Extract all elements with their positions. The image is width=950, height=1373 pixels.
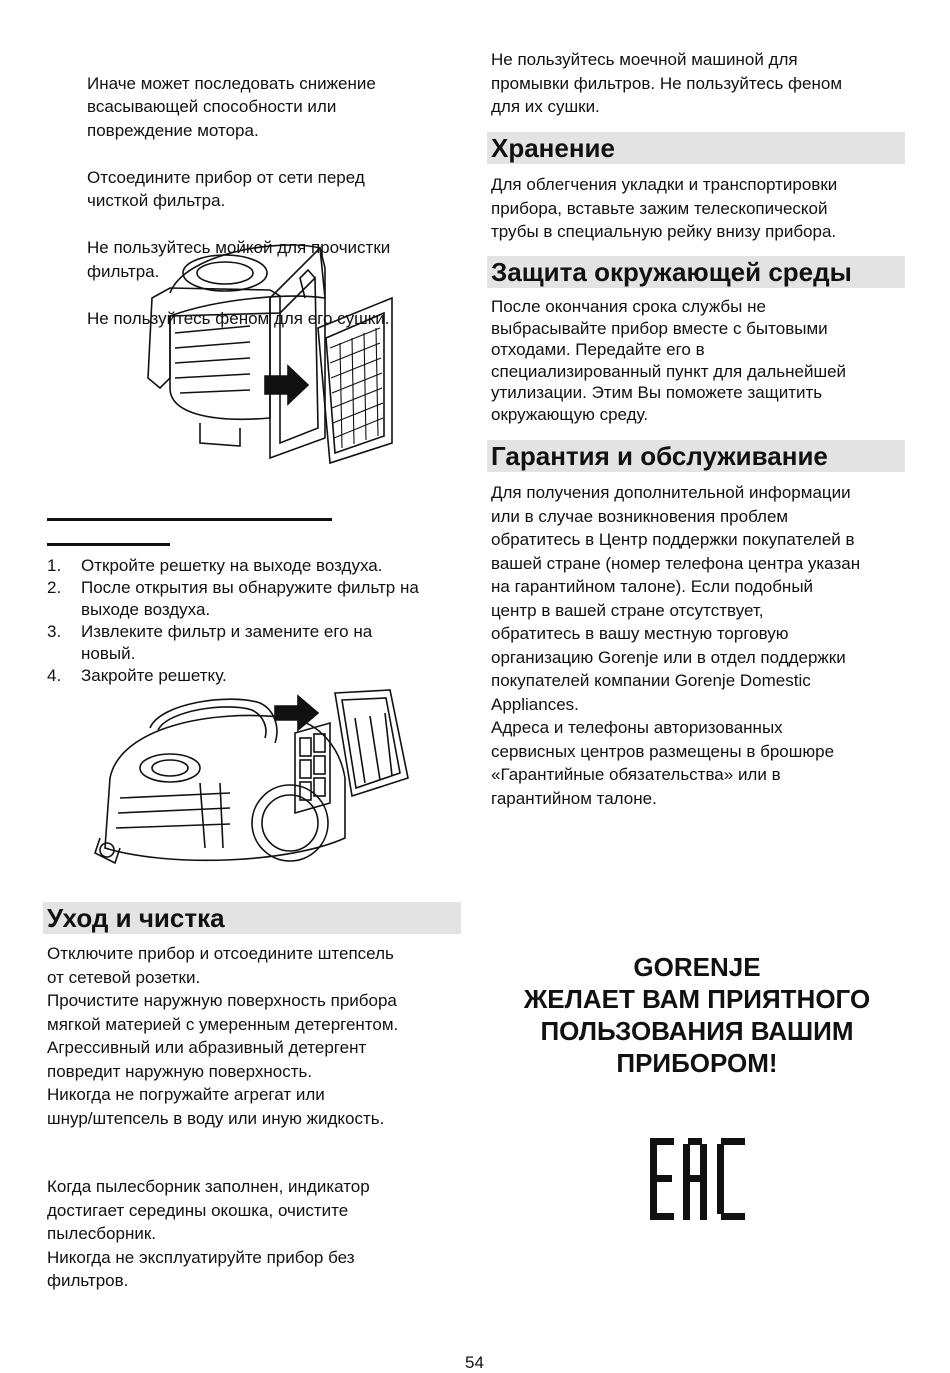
section-heading-rule: [47, 518, 332, 521]
environment-heading: Защита окружающей среды: [487, 256, 905, 288]
storage-heading: Хранение: [487, 132, 905, 164]
closing-message: GORENJE ЖЕЛАЕТ ВАМ ПРИЯТНОГО ПОЛЬЗОВАНИЯ ВАШИМ ПРИБОРОМ!: [523, 952, 871, 1078]
environment-text: После окончания срока службы не выбрасывайте прибор вместе с бытовыми отходами. Передайте его в специализированный пункт для дальнейшей утилизации. Этим Вы поможете защитить окружающую среду.: [491, 297, 847, 424]
intro-paragraph-3: Не пользуйтесь мойкой для прочистки фильтра.: [87, 238, 391, 281]
warranty-text: Для получения дополнительной информации или в случае возникновения проблем обратитесь в Центр поддержки покупателей в вашей стране (номер телефона центра указан на гарантийном талоне). Если подобный центр в вашей стране отсутствует, обратитесь в вашу местную торговую организацию Gorenje или в отдел поддержки покупателей компании Gorenje Domestic Appliances. Адреса и телефоны авторизованных сервисных центров размещены в брошюре «Гарантийные обязательства» или в гарантийном талоне.: [491, 483, 861, 808]
list-item: 4. Закройте решетку.: [47, 666, 227, 685]
bag-text: Когда пылесборник заполнен, индикатор достигает середины окошка, очистите пылесборник. Никогда не эксплуатируйте прибор без фильтров.: [47, 1177, 370, 1290]
care-text: Отключите прибор и отсоедините штепсель от сетевой розетки. Прочистите наружную поверхность прибора мягкой материей с умеренным детергентом. Агрессивный или абразивный детергент повредит наружную поверхность. Никогда не погружайте агрегат или шнур/штепсель в воду или иную жидкость.: [47, 944, 399, 1128]
warranty-heading: Гарантия и обслуживание: [487, 440, 905, 472]
right-top-text: Не пользуйтесь моечной машиной для промывки фильтров. Не пользуйтесь феном для их сушки.: [491, 50, 843, 116]
list-item: 1. Откройте решетку на выходе воздуха.: [47, 556, 383, 575]
list-item: 3. Извлеките фильтр и замените его на новый.: [47, 622, 373, 663]
page-number: 54: [465, 1353, 484, 1372]
intro-paragraph-2: Отсоедините прибор от сети перед чисткой фильтра.: [87, 167, 365, 210]
eac-mark: [650, 1138, 745, 1220]
care-heading: Уход и чистка: [43, 902, 461, 934]
steps-list: [47, 555, 467, 687]
intro-paragraph-4: Не пользуйтесь феном для его сушки.: [87, 308, 390, 328]
storage-text: Для облегчения укладки и транспортировки прибора, вставьте зажим телескопической трубы в специальную рейку внизу прибора.: [491, 175, 838, 241]
vacuum-exhaust-filter-illustration: [90, 688, 420, 888]
intro-paragraph-1: Иначе может последовать снижение всасывающей способности или повреждение мотора.: [87, 73, 376, 140]
list-item: 2. После открытия вы обнаружите фильтр на выходе воздуха.: [47, 578, 419, 619]
section-heading-rule-short: [47, 543, 170, 546]
vacuum-filter-illustration: [130, 238, 410, 473]
